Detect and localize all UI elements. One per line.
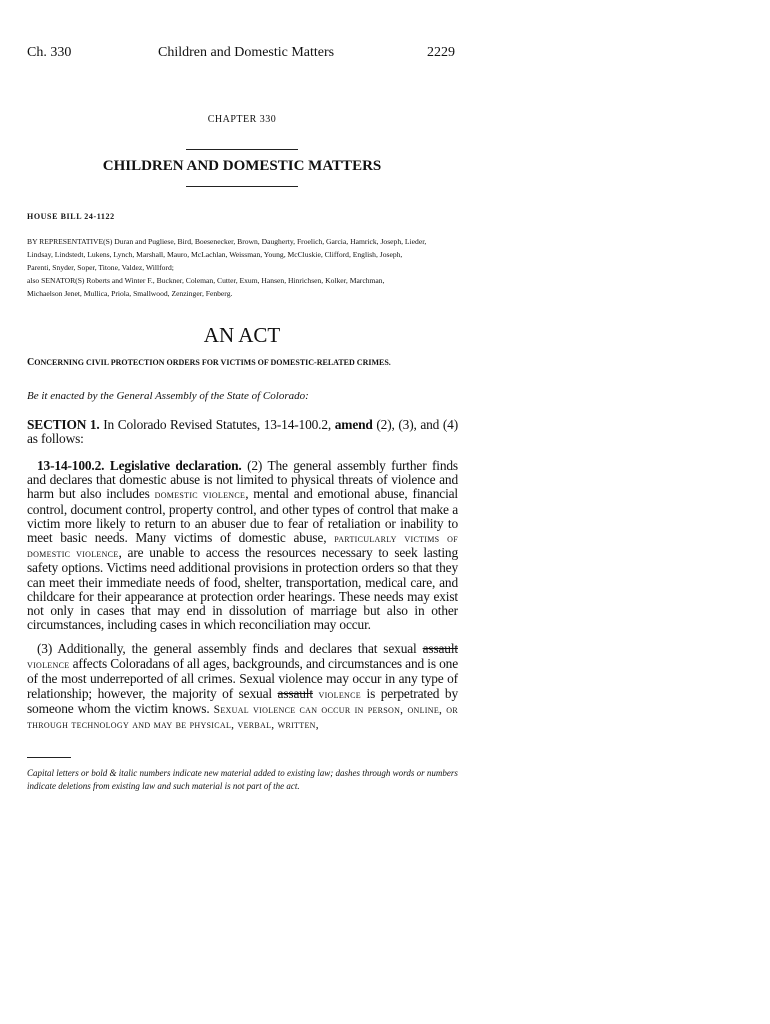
added-text: violence <box>312 688 361 701</box>
title-rule-bottom <box>186 186 298 187</box>
paragraph-3 <box>27 642 458 732</box>
section-text: (2), (3), and (4) as follows: <box>27 417 459 447</box>
chapter-label: CHAPTER 330 <box>207 114 277 125</box>
added-text: violence <box>27 659 70 672</box>
sponsors-line: Lindsay, Lindstedt, Lukens, Lynch, Marshall, Mauro, McLachlan, Weissman, Young, McCluskie, Clifford, English, Joseph, <box>27 249 403 259</box>
paragraph-text: (3) Additionally, the general assembly finds and declares that sexual <box>37 641 423 656</box>
section-text: In Colorado Revised Statutes, 13-14-100.2, <box>99 417 335 432</box>
section-1-intro <box>27 418 458 446</box>
sponsors-line: Parenti, Snyder, Soper, Titone, Valdez, Willford; <box>27 262 174 272</box>
footnote: Capital letters or bold & italic numbers indicate new material added to existing law; dashes through words or numbers indicate deletions from existing law and such material is not part of the act. <box>27 768 458 791</box>
sponsors-line: BY REPRESENTATIVE(S) Duran and Pugliese, Bird, Boesenecker, Brown, Daugherty, Froelich, Garcia, Hamrick, Joseph, Lieder, <box>27 237 427 246</box>
enacting-clause: Be it enacted by the General Assembly of the State of Colorado: <box>27 390 309 402</box>
section-label: SECTION 1. <box>27 417 100 432</box>
added-text: particularly victims of domestic violence <box>27 533 458 561</box>
chapter-reference: Ch. 330 <box>27 45 72 60</box>
paragraph-text: affects Coloradans of all ages, backgrounds, and circumstances and is one of the most underreported of all crimes. Sexual violence may occur in any type of relationship; however, the majority of sexual <box>27 656 458 701</box>
sponsors-line: Michaelson Jenet, Mullica, Priola, Smallwood, Zenzinger, Fenberg. <box>27 288 233 298</box>
act-title: AN ACT <box>203 323 281 347</box>
title-rule-top <box>186 149 298 150</box>
footnote-rule <box>27 757 71 758</box>
page-number: 2229 <box>427 45 455 60</box>
bill-number: HOUSE BILL 24-1122 <box>27 212 115 221</box>
concerning-initial: C <box>27 357 35 368</box>
running-title: Children and Domestic Matters <box>158 45 335 60</box>
amend-keyword: amend <box>334 417 373 432</box>
sponsors-block <box>27 236 459 301</box>
concerning-text: ONCERNING CIVIL PROTECTION ORDERS FOR VICTIMS OF DOMESTIC-RELATED CRIMES. <box>34 358 391 367</box>
added-text: Sexual violence can occur in person, online, or through technology and may be physical, verbal, written, <box>27 703 459 732</box>
paragraph-text: is perpetrated by someone whom the victim knows. <box>27 685 458 716</box>
paragraph-text: , are unable to access the resources necessary to seek lasting safety options. Victims need additional provisions in protection orders so that they can meet their immediate needs of food, shelter, transportation, medical care, and childcare for their appearance at protection order hearings. These needs may exist not only in cases that may end in dissolution of marriage but also in other circumstances, including cases in which reconciliation may occur. <box>27 545 459 633</box>
concerning-clause <box>27 357 391 368</box>
deleted-text: assault <box>277 685 313 701</box>
deleted-text: assault <box>422 641 458 656</box>
paragraph-text: , mental and emotional abuse, financial control, document control, property control, and other types of control that make a victim more likely to return to an abuser due to fear of retaliation or inability to meet basic needs. Many victims of domestic abuse, <box>27 486 459 546</box>
added-text: domestic violence <box>154 489 246 502</box>
sponsors-line: also SENATOR(S) Roberts and Winter F., Buckner, Coleman, Cutter, Exum, Hansen, Hinrichsen, Kolker, Marchman, <box>27 275 385 285</box>
document-title: CHILDREN AND DOMESTIC MATTERS <box>102 158 382 174</box>
statute-heading: 13-14-100.2. Legislative declaration. <box>37 458 242 473</box>
paragraph-2 <box>27 459 458 632</box>
paragraph-text: (2) The general assembly further finds and declares that domestic abuse is not limited to physical threats of violence and harm but also includes <box>27 458 458 502</box>
